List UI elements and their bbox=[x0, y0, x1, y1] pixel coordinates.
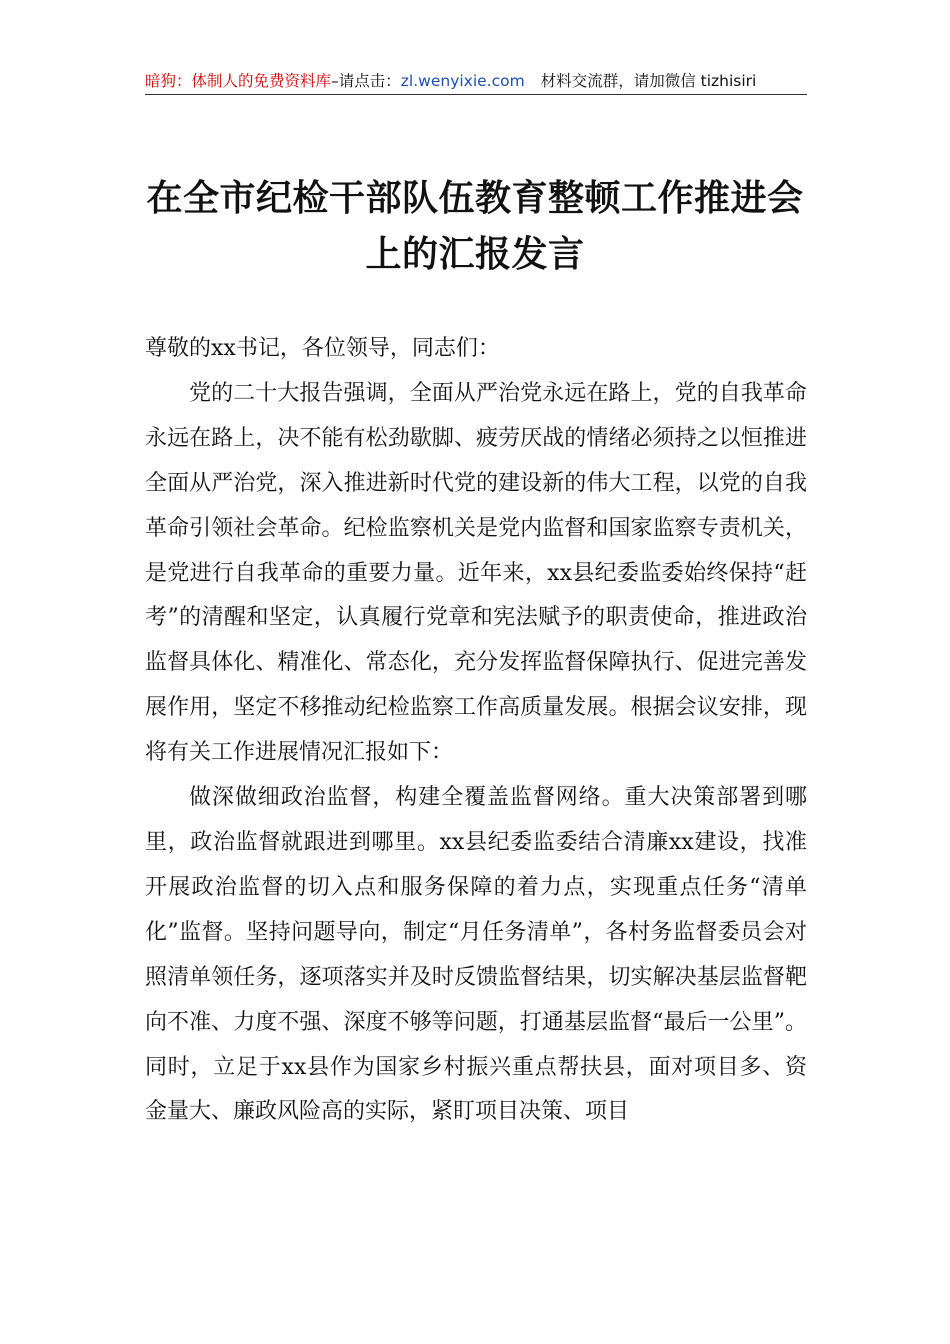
paragraph-political-supervision: 做深做细政治监督，构建全覆盖监督网络。重大决策部署到哪里，政治监督就跟进到哪里。xx县纪委监委结合清廉xx建设，找准开展政治监督的切入点和服务保障的着力点，实现重点任务“清单化”监督。坚持问题导向，制定“月任务清单”，各村务监督委员会对照清单领任务，逐项落实并及时反馈监督结果，切实解决基层监督靶向不准、力度不强、深度不够等问题，打通基层监督“最后一公里”。同时，立足于xx县作为国家乡村振兴重点帮扶县，面对项目多、资金量大、廉政风险高的实际，紧盯项目决策、项目 bbox=[145, 785, 807, 1125]
page-header bbox=[145, 68, 807, 95]
paragraph-intro: 党的二十大报告强调，全面从严治党永远在路上，党的自我革命永远在路上，决不能有松劲歇脚、疲劳厌战的情绪必须持之以恒推进全面从严治党，深入推进新时代党的建设新的伟大工程，以党的自我革命引领社会革命。纪检监察机关是党内监督和国家监察专责机关，是党进行自我革命的重要力量。近年来，xx县纪委监委始终保持“赶考”的清醒和坚定，认真履行党章和宪法赋予的职责使命，推进政治监督具体化、精准化、常态化，充分发挥监督保障执行、促进完善发展作用，坚定不移推动纪检监察工作高质量发展。根据会议安排，现将有关工作进展情况汇报如下： bbox=[145, 380, 807, 766]
title-line-2: 上的汇报发言 bbox=[365, 233, 585, 275]
header-site-name: 暗狗：体制人的免费资料库 bbox=[145, 72, 332, 90]
header-contact: 材料交流群，请加微信 tizhisiri bbox=[540, 72, 757, 90]
title-line-1: 在全市纪检干部队伍教育整顿工作推进会 bbox=[146, 177, 804, 219]
header-prompt: –请点击： bbox=[331, 72, 401, 90]
header-link[interactable]: zl.wenyixie.com bbox=[400, 72, 525, 90]
document-body bbox=[145, 327, 807, 1135]
document-title bbox=[120, 170, 830, 282]
salutation: 尊敬的xx书记，各位领导，同志们： bbox=[145, 336, 500, 361]
